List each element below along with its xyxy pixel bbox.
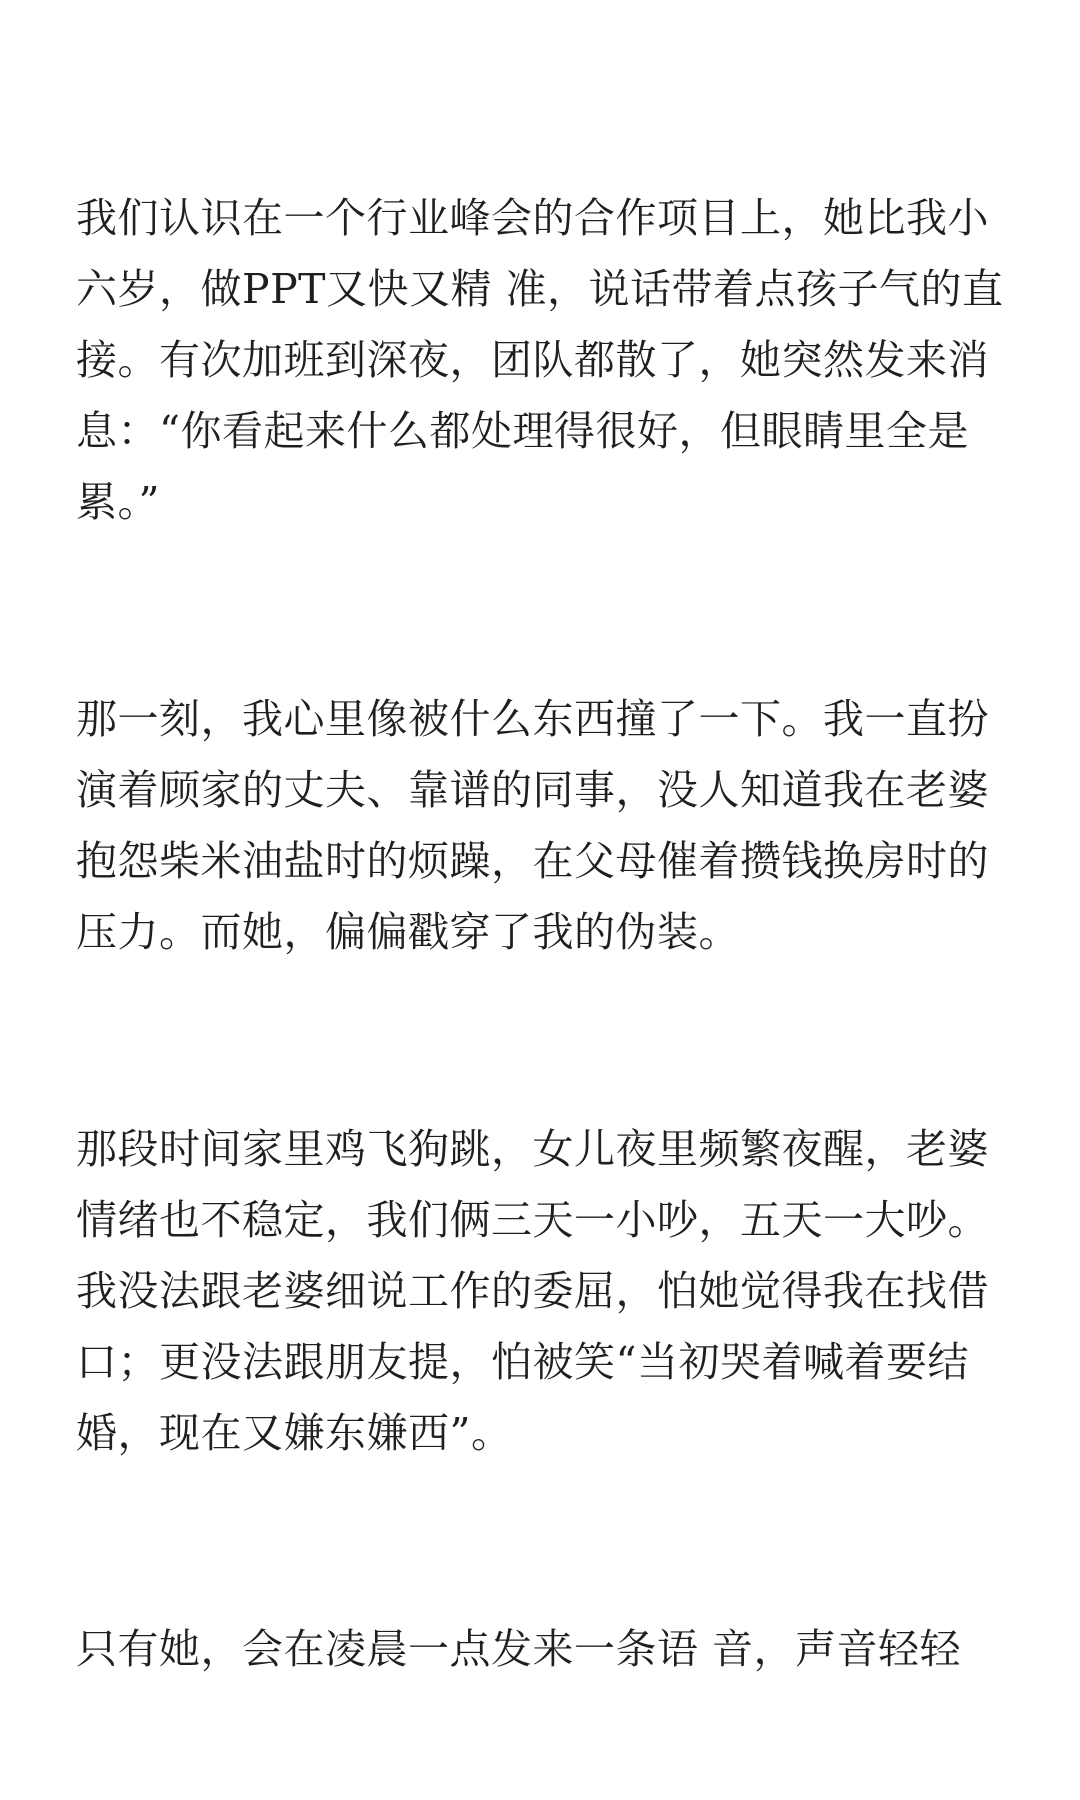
paragraph-4 xyxy=(76,1614,1016,1685)
paragraph-line: 压力。而她，偏偏戳穿了我的伪装。 xyxy=(76,908,740,956)
paragraph-line: 接。有次加班到深夜，团队都散了，她突然发来消 xyxy=(76,336,989,384)
paragraph-line: 我没法跟老婆细说工作的委屈，怕她觉得我在找借 xyxy=(76,1267,989,1315)
paragraph-line: 累。” xyxy=(76,478,160,526)
paragraph-1 xyxy=(76,183,1016,538)
paragraph-line: 那一刻，我心里像被什么东西撞了一下。我一直扮 xyxy=(76,695,989,743)
paragraph-line: 息：“你看起来什么都处理得很好，但眼睛里全是 xyxy=(76,407,969,455)
paragraph-line: 演着顾家的丈夫、靠谱的同事，没人知道我在老婆 xyxy=(76,766,989,814)
paragraph-3 xyxy=(76,1114,1016,1469)
paragraph-line: 我们认识在一个行业峰会的合作项目上，她比我小 xyxy=(76,194,989,242)
paragraph-line: 那段时间家里鸡飞狗跳，女儿夜里频繁夜醒，老婆 xyxy=(76,1125,989,1173)
paragraph-line: 只有她，会在凌晨一点发来一条语 音，声音轻轻 xyxy=(76,1625,962,1673)
paragraph-line: 抱怨柴米油盐时的烦躁，在父母催着攒钱换房时的 xyxy=(76,837,989,885)
paragraph-2 xyxy=(76,684,1016,968)
paragraph-line: 情绪也不稳定，我们俩三天一小吵，五天一大吵。 xyxy=(76,1196,989,1244)
paragraph-line: 婚，现在又嫌东嫌西”。 xyxy=(76,1409,513,1457)
paragraph-line: 六岁，做PPT又快又精 准，说话带着点孩子气的直 xyxy=(76,265,1004,313)
paragraph-line: 口；更没法跟朋友提，怕被笑“当初哭着喊着要结 xyxy=(76,1338,969,1386)
